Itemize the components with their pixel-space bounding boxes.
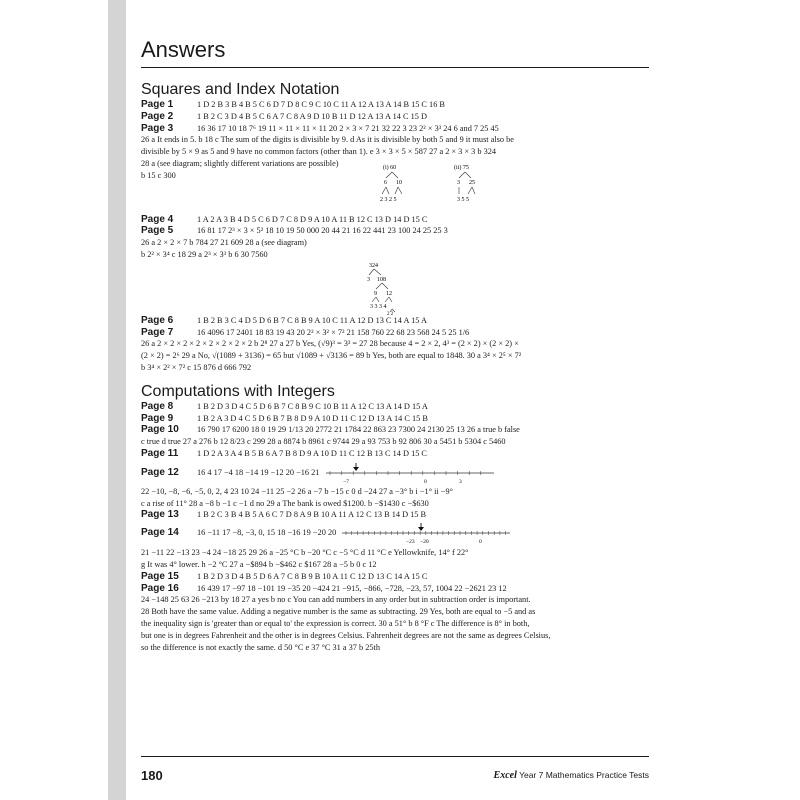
answer-line: Page 16 16 439 17 −97 18 −101 19 −35 20 −424 21 −915, −866, −728, −23, 57, 1004 22 −2621 23 12 bbox=[141, 582, 507, 594]
svg-text:324: 324 bbox=[369, 262, 378, 269]
answer-line: Page 8 1 B 2 D 3 D 4 C 5 D 6 B 7 C 8 B 9 C 10 B 11 A 12 C 13 A 14 D 15 A bbox=[141, 400, 428, 412]
answer-line: Page 1 1 D 2 B 3 B 4 B 5 C 6 D 7 D 8 C 9 C 10 C 11 A 12 A 13 A 14 B 15 C 16 B bbox=[141, 99, 445, 110]
heading-rule bbox=[141, 67, 649, 68]
svg-text:(i) 60: (i) 60 bbox=[383, 164, 397, 171]
answer-line: Page 6 1 B 2 B 3 C 4 D 5 D 6 B 7 C 8 B 9 A 10 C 11 A 12 D 13 C 14 A 15 A bbox=[141, 314, 427, 326]
svg-text:9: 9 bbox=[374, 290, 377, 297]
answer-line: but one is in degrees Fahrenheit and the other is in degrees Celsius. Fahrenheit degrees are not the same as degrees Celsius, bbox=[141, 630, 551, 640]
svg-text:0: 0 bbox=[479, 539, 483, 546]
answer-line: Page 7 16 4096 17 2401 18 83 19 43 20 2² × 3² × 7² 21 158 760 22 68 23 568 24 5 25 1/6 bbox=[141, 326, 470, 338]
svg-text:3 3 3 4: 3 3 3 4 bbox=[370, 303, 387, 310]
answer-line: Page 14 16 −11 17 −8, −3, 0, 15 18 −16 19 −20 20 −23 −20 0 bbox=[141, 521, 649, 547]
svg-text:2 3 2 5: 2 3 2 5 bbox=[380, 196, 397, 203]
page-gutter bbox=[108, 0, 126, 800]
brand-name: Excel bbox=[493, 770, 517, 781]
answer-line: Page 13 1 B 2 C 3 B 4 B 5 A 6 C 7 D 8 A 9 B 10 A 11 A 12 C 13 B 14 D 15 B bbox=[141, 509, 427, 521]
answer-line: b 2² × 3⁴ c 18 29 a 2³ × 3³ b 6 30 7560 bbox=[141, 249, 268, 259]
svg-text:108: 108 bbox=[377, 276, 386, 283]
answer-line: g It was 4° lower. h −2 °C 27 a −$894 b −$462 c $167 28 a −5 b 0 c 12 bbox=[141, 559, 377, 569]
answer-line: Page 12 16 4 17 −4 18 −14 19 −12 20 −16 21 −7 0 3 bbox=[141, 460, 649, 486]
factor-tree-60-lower bbox=[380, 187, 402, 203]
answer-line: 26 a 2 × 2 × 2 × 2 × 2 × 2 × 2 × 2 b 2⁸ 27 a 27 b Yes, (√9)³ = 3³ = 27 28 because 4 = 2 × 2, 4³ = (2 × 2) × (2 × 2) × bbox=[141, 339, 519, 349]
answers-page bbox=[141, 36, 649, 653]
factor-tree-324 bbox=[141, 261, 649, 315]
answer-line: so the difference is not exactly the same. d 50 °C e 37 °C 31 a 37 b 25th bbox=[141, 642, 380, 652]
svg-text:−7: −7 bbox=[342, 478, 349, 485]
answer-line: Page 10 16 790 17 6200 18 0 19 29 1/13 20 2772 21 1784 22 863 23 7300 24 2130 25 13 26 a true b false bbox=[141, 424, 520, 436]
answer-line: c true d true 27 a 276 b 12 8/23 c 299 28 a 8874 b 8961 c 9744 29 a 93 753 b 92 806 30 a 5451 b 5304 c 5460 bbox=[141, 437, 506, 447]
book-title bbox=[494, 770, 649, 781]
answer-line: 28 a (see diagram; slightly different variations are possible) bbox=[141, 158, 339, 168]
svg-text:25: 25 bbox=[469, 179, 475, 186]
answer-line: divisible by 5 × 9 as 5 and 9 have no common factors (other than 1). e 3 × 3 × 5 × 587 27 a 2 × 3 × 3 b 324 bbox=[141, 147, 497, 157]
svg-text:10: 10 bbox=[396, 179, 402, 186]
svg-text:3: 3 bbox=[367, 276, 370, 283]
book-title-text: Year 7 Mathematics Practice Tests bbox=[519, 770, 649, 780]
answer-line: Page 11 1 D 2 A 3 A 4 B 5 B 6 A 7 B 8 D 9 A 10 D 11 C 12 B 13 C 14 D 15 C bbox=[141, 447, 427, 459]
svg-text:2 2: 2 2 bbox=[387, 311, 394, 317]
section-heading-integers: Computations with Integers bbox=[141, 382, 335, 400]
svg-text:3 5 5: 3 5 5 bbox=[457, 196, 469, 203]
svg-text:6: 6 bbox=[384, 179, 387, 186]
answer-line: b 15 c 300 bbox=[141, 170, 176, 180]
svg-text:−20: −20 bbox=[420, 539, 429, 546]
page-number: 180 bbox=[141, 768, 163, 783]
answer-line: 26 a 2 × 2 × 7 b 784 27 21 609 28 a (see diagram) bbox=[141, 238, 307, 248]
answer-line: 21 −11 22 −13 23 −4 24 −18 25 29 26 a −25 °C b −20 °C c −5 °C d 11 °C e Yellowknife, 14° f 22° bbox=[141, 548, 469, 558]
svg-text:(ii) 75: (ii) 75 bbox=[454, 164, 469, 171]
answer-line: Page 3 16 36 17 10 18 7⁶ 19 11 × 11 × 11 × 11 20 2 × 3 × 7 21 32 22 3 23 2² × 3³ 24 6 and 7 25 45 bbox=[141, 122, 499, 134]
number-line-q20 bbox=[342, 521, 512, 545]
answer-line: Page 9 1 B 2 A 3 D 4 C 5 D 6 B 7 B 8 D 9 A 10 D 11 C 12 D 13 A 14 C 15 B bbox=[141, 412, 428, 424]
answer-line: 24 −148 25 63 26 −213 by 18 27 a yes b no c You can add numbers in any order but in subtraction order is important. bbox=[141, 595, 531, 605]
answer-line: Page 2 1 B 2 C 3 D 4 B 5 C 6 A 7 C 8 A 9 D 10 B 11 D 12 A 13 A 14 C 15 D bbox=[141, 110, 427, 122]
answer-line: 22 −10, −8, −6, −5, 0, 2, 4 23 10 24 −11 25 −2 26 a −7 b −15 c 0 d −24 27 a −3° b i −1° ii −9° bbox=[141, 486, 453, 496]
svg-text:3: 3 bbox=[458, 478, 462, 485]
answer-line: c a rise of 11° 28 a −8 b −1 c −1 d no 29 a The bank is owed $1200. b −$1430 c −$630 bbox=[141, 498, 429, 508]
answer-line: the inequality sign is 'greater than or equal to' the expression is correct. 30 a 51° b 8 °F c The difference is 8° in both, bbox=[141, 618, 530, 628]
number-line-q21 bbox=[326, 461, 496, 485]
svg-text:12: 12 bbox=[386, 290, 392, 297]
footer-rule bbox=[141, 756, 649, 757]
page-heading: Answers bbox=[141, 37, 226, 62]
svg-text:0: 0 bbox=[423, 478, 427, 485]
answer-line: Page 4 1 A 2 A 3 B 4 D 5 C 6 D 7 C 8 D 9 A 10 A 11 B 12 C 13 D 14 D 15 C bbox=[141, 213, 428, 225]
page-footer bbox=[141, 756, 649, 783]
answer-line: Page 15 1 B 2 D 3 D 4 B 5 D 6 A 7 C 8 B 9 B 10 A 11 C 12 D 13 C 14 A 15 C bbox=[141, 570, 428, 582]
answer-line: (2 × 2) = 2⁶ 29 a No, √(1089 + 3136) = 65 but √1089 + √3136 = 89 b Yes, both are equal to 1848. 30 a 3⁴ × 2⁵ × 7² bbox=[141, 351, 522, 361]
section-heading-index-notation: Squares and Index Notation bbox=[141, 81, 340, 98]
answer-line: 28 Both have the same value. Adding a negative number is the same as subtracting. 29 Yes, both are equal to −5 and as bbox=[141, 607, 536, 617]
svg-text:3: 3 bbox=[457, 179, 460, 186]
answer-line: 26 a It ends in 5. b 18 c The sum of the digits is divisible by 9. d As it is divisible by both 5 and 9 it must also be bbox=[141, 135, 514, 145]
answer-line: b 3⁴ × 2² × 7² c 15 876 d 666 792 bbox=[141, 362, 252, 372]
svg-text:−23: −23 bbox=[406, 539, 415, 546]
answer-line: Page 5 16 81 17 2³ × 3 × 5² 18 10 19 50 000 20 44 21 16 22 441 23 100 24 25 25 3 bbox=[141, 225, 448, 237]
